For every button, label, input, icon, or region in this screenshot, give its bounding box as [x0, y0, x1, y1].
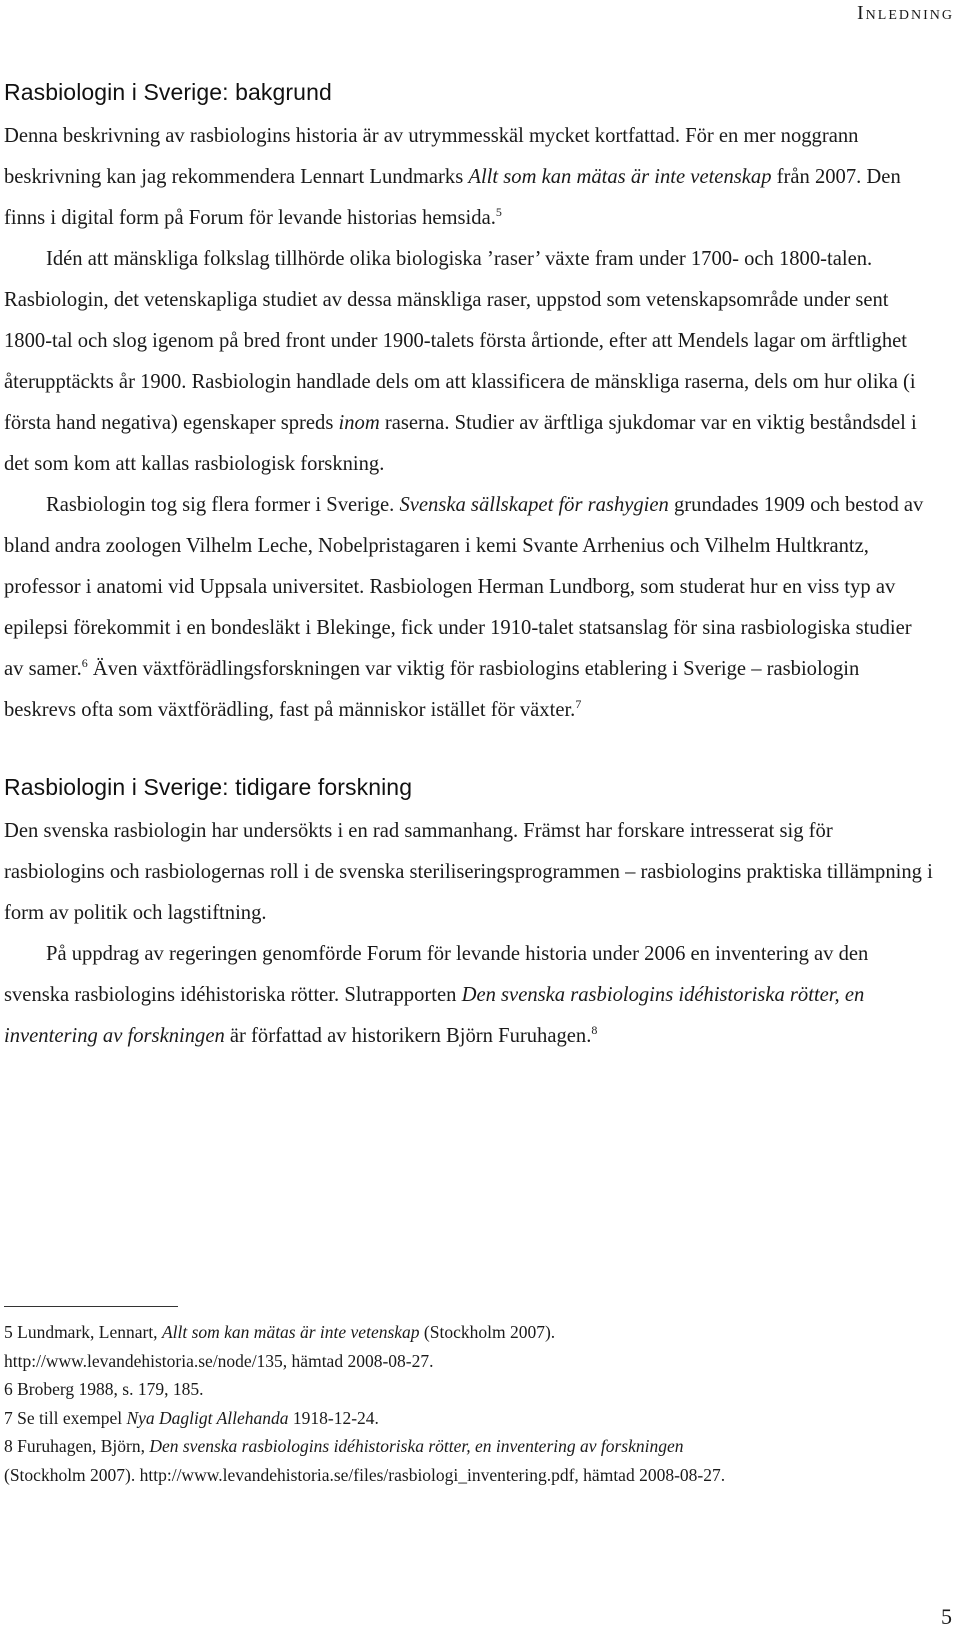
society-name: Svenska sällskapet för rashygien: [399, 494, 669, 516]
text-run: Även växtförädlingsforskningen var viktig för rasbiologins etablering i Sverige – rasbiologin beskrevs ofta som växtförädling, fast på människor istället för växter.: [4, 658, 860, 721]
paragraph-intro: [4, 116, 934, 239]
running-head: Inledning: [857, 2, 954, 24]
footnote-ref-6[interactable]: 6: [81, 656, 88, 671]
footnote-divider: [4, 1306, 178, 1307]
text-run: raserna. Studier av ärftliga sjukdomar var en viktig beståndsdel i det som kom att kallas rasbiologisk forskning.: [4, 412, 917, 475]
footnote-ref-8[interactable]: 8: [591, 1023, 598, 1038]
text-run: från 2007. Den finns i digital form på Forum för levande historias hemsida.: [4, 166, 901, 229]
text-run: är författad av historikern Björn Furuhagen.: [224, 1025, 592, 1047]
footnote-8: [4, 1432, 944, 1461]
text-run: På uppdrag av regeringen genomförde Forum för levande historia under 2006 en inventering av den svenska rasbiologins idéhistoriska rötter. Slutrapporten: [4, 943, 869, 1006]
text-run: Idén att mänskliga folkslag tillhörde olika biologiska ’raser’ växte fram under 1700- och 1800-talen. Rasbiologin, det vetenskapliga studiet av dessa mänskliga raser, uppstod som vetenskapsområde under sent 1800-tal och slog igenom på bred front under 1900-talets första årtionde, efter att Mendels lagar om ärftlighet återupptäckts år 1900. Rasbiologin handlade dels om att klassificera de mänskliga raserna, dels om hur olika (i första hand negativa) egenskaper spreds: [4, 248, 916, 434]
text-run: grundades 1909 och bestod av bland andra zoologen Vilhelm Leche, Nobelpristagaren i kemi Svante Arrhenius och Vilhelm Hultkrantz, professor i anatomi vid Uppsala universitet. Rasbiologen Herman Lundborg, som studerat hur en viss typ av epilepsi förekommit i en bondesläkt i Blekinge, fick under 1910-talet statsanslag för sina rasbiologiska studier av samer.: [4, 494, 924, 680]
page-number: 5: [941, 1604, 952, 1629]
footnote-8-link[interactable]: (Stockholm 2007). http://www.levandehistoria.se/files/rasbiologi_inventering.pdf, hämtad 2008-08-27.: [4, 1464, 726, 1485]
text-run: 5 Lundmark, Lennart,: [4, 1322, 162, 1342]
book-title: Allt som kan mätas är inte vetenskap: [468, 166, 772, 188]
main-content: [4, 72, 934, 1057]
text-run: Denna beskrivning av rasbiologins historia är av utrymmesskäl mycket kortfattad. För en mer noggrann beskrivning kan jag rekommendera Lennart Lundmarks: [4, 125, 859, 188]
text-run: Den svenska rasbiologin har undersökts i en rad sammanhang. Främst har forskare intresserat sig för rasbiologins och rasbiologernas roll i de svenska steriliseringsprogrammen – rasbiologins praktiska tillämpning i form av politik och lagstiftning.: [4, 820, 933, 924]
paragraph-forms-in-sweden: [4, 485, 934, 731]
text-run: 8 Furuhagen, Björn,: [4, 1436, 150, 1456]
paragraph-race-ideas: [4, 239, 934, 485]
report-title: Den svenska rasbiologins idéhistoriska rötter, en inventering av forskningen: [4, 984, 865, 1047]
footnote-ref-5[interactable]: 5: [495, 205, 502, 220]
footnote-7: [4, 1404, 944, 1433]
book-title: Allt som kan mätas är inte vetenskap: [161, 1322, 420, 1342]
text-run: 7 Se till exempel: [4, 1407, 127, 1428]
report-title: Den svenska rasbiologins idéhistoriska rötter, en inventering av forskningen: [149, 1436, 684, 1456]
text-run: Rasbiologin tog sig flera former i Sverige.: [46, 494, 400, 516]
section-heading-previous-research: Rasbiologin i Sverige: tidigare forskning: [4, 774, 413, 800]
paragraph-inventory: [4, 934, 934, 1057]
emphasis: inom: [338, 412, 380, 434]
paragraph-research-context: [4, 811, 934, 934]
footnote-ref-7[interactable]: 7: [575, 697, 582, 712]
text-run: 1918-12-24.: [288, 1407, 379, 1428]
newspaper-title: Nya Dagligt Allehanda: [126, 1407, 289, 1428]
footnote-5: [4, 1318, 944, 1347]
footnote-6: 6 Broberg 1988, s. 179, 185.: [4, 1379, 204, 1399]
footnotes: [4, 1318, 944, 1489]
text-run: (Stockholm 2007).: [419, 1322, 556, 1342]
section-heading-background: Rasbiologin i Sverige: bakgrund: [4, 79, 332, 105]
footnote-5-link[interactable]: http://www.levandehistoria.se/node/135, hämtad 2008-08-27.: [4, 1350, 434, 1371]
